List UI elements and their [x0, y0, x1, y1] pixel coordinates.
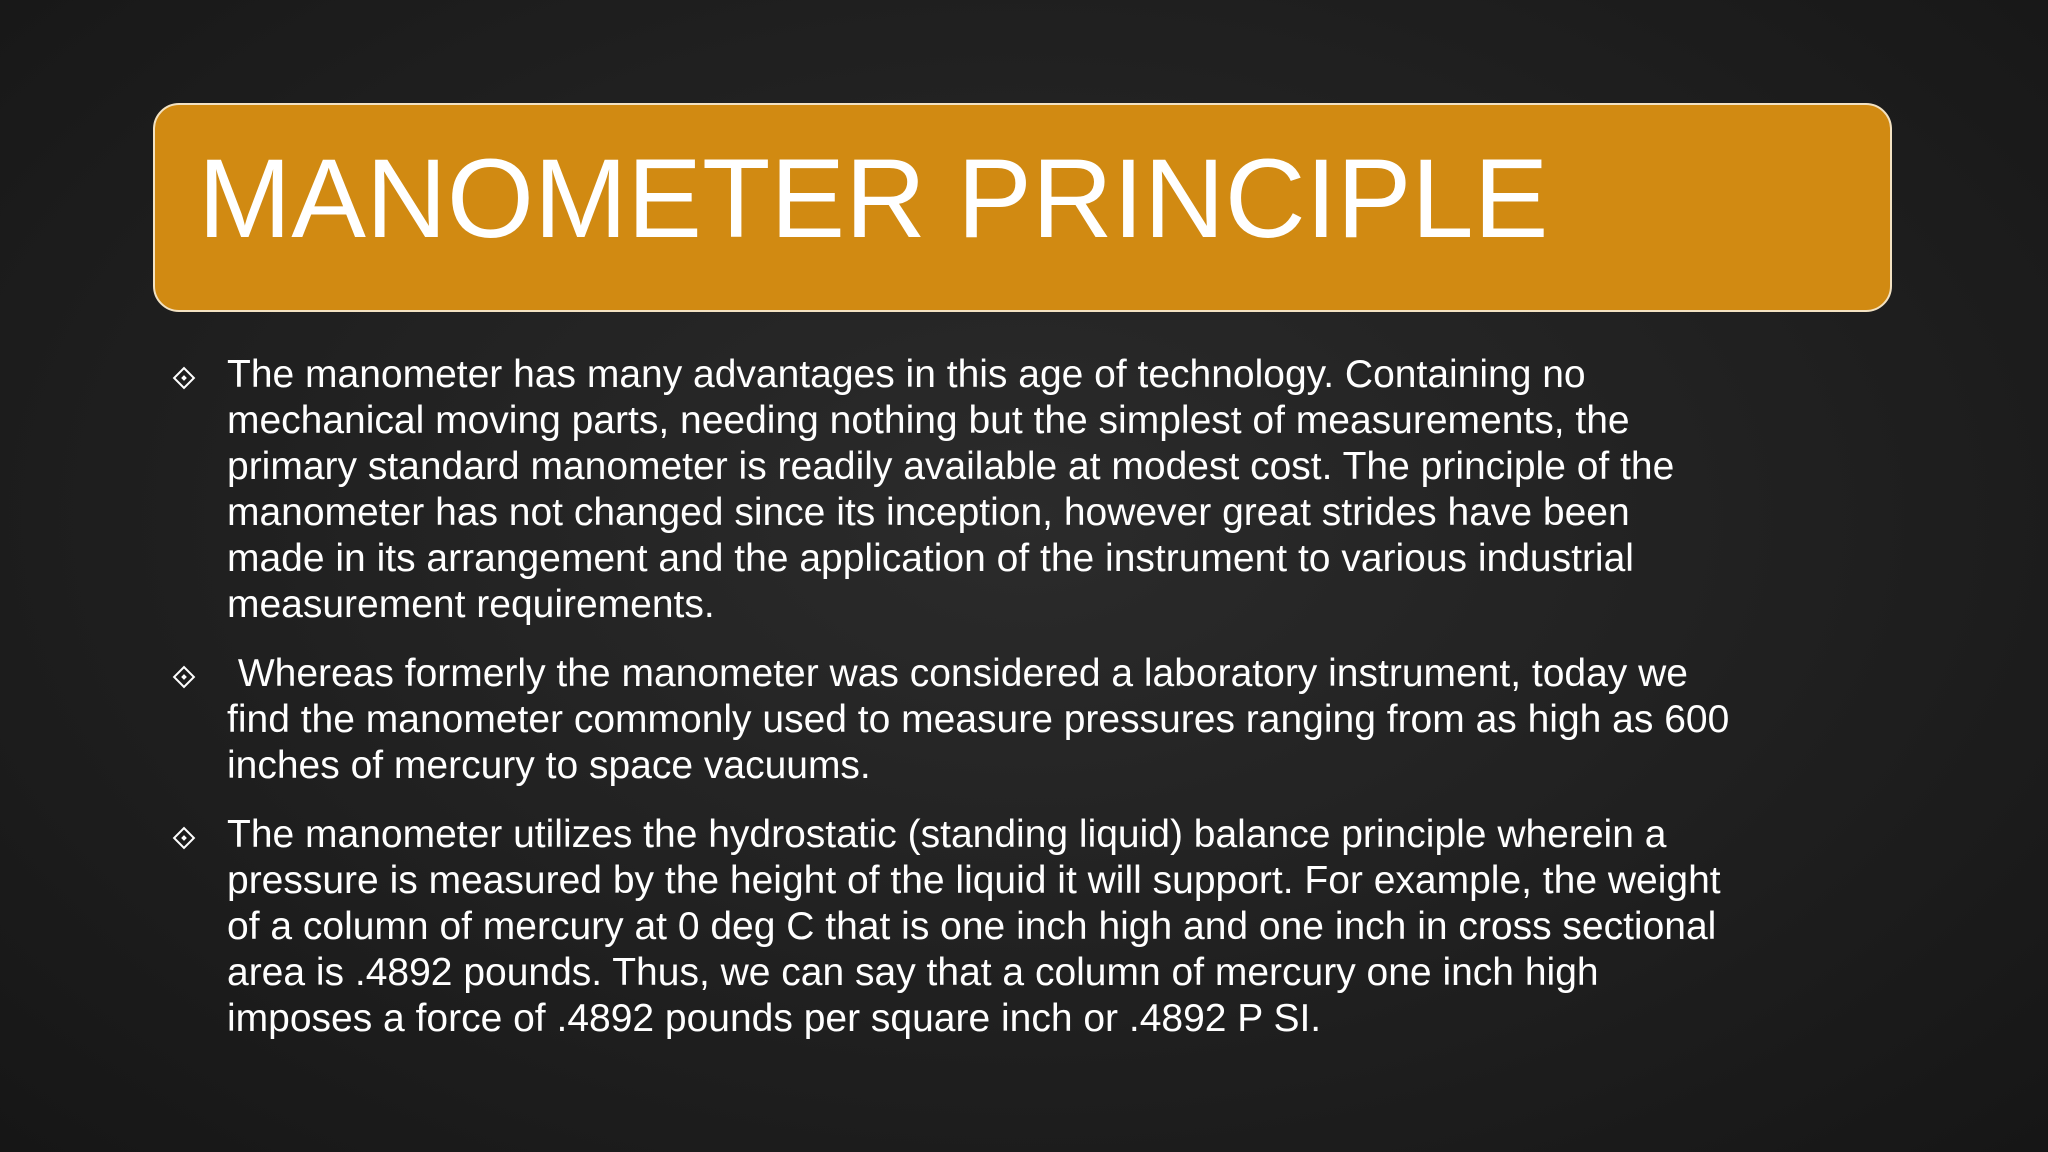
bullet-line: The manometer utilizes the hydrostatic (standing liquid) balance principle wherein a: [227, 813, 1667, 856]
bullet-line: imposes a force of .4892 pounds per square inch or .4892 P SI.: [227, 997, 1322, 1040]
bullet-item-2: [174, 651, 1894, 789]
bullet-list: [174, 352, 1894, 1065]
bullet-line: primary standard manometer is readily available at modest cost. The principle of the: [227, 445, 1675, 488]
bullet-item-1: [174, 352, 1894, 628]
bullet-text-1: [227, 352, 1894, 628]
diamond-bullet-icon: [173, 666, 196, 689]
diamond-bullet-icon: [173, 367, 196, 390]
bullet-line: find the manometer commonly used to measure pressures ranging from as high as 600: [227, 698, 1730, 741]
bullet-line: The manometer has many advantages in this age of technology. Containing no: [227, 353, 1586, 396]
bullet-line: inches of mercury to space vacuums.: [227, 744, 871, 787]
title-banner: [153, 103, 1892, 312]
bullet-line: pressure is measured by the height of the liquid it will support. For example, the weight: [227, 859, 1721, 902]
bullet-line: mechanical moving parts, needing nothing but the simplest of measurements, the: [227, 399, 1630, 442]
bullet-line: made in its arrangement and the application of the instrument to various industrial: [227, 537, 1634, 580]
bullet-text-2: [227, 651, 1894, 789]
bullet-item-3: [174, 812, 1894, 1042]
bullet-text-3: [227, 812, 1894, 1042]
bullet-line: area is .4892 pounds. Thus, we can say that a column of mercury one inch high: [227, 951, 1599, 994]
slide-title: MANOMETER PRINCIPLE: [198, 136, 1549, 261]
bullet-line: measurement requirements.: [227, 583, 715, 626]
bullet-line: of a column of mercury at 0 deg C that is one inch high and one inch in cross sectional: [227, 905, 1717, 948]
diamond-bullet-icon: [173, 827, 196, 850]
bullet-line: manometer has not changed since its inception, however great strides have been: [227, 491, 1630, 534]
bullet-line: Whereas formerly the manometer was considered a laboratory instrument, today we: [227, 652, 1688, 695]
